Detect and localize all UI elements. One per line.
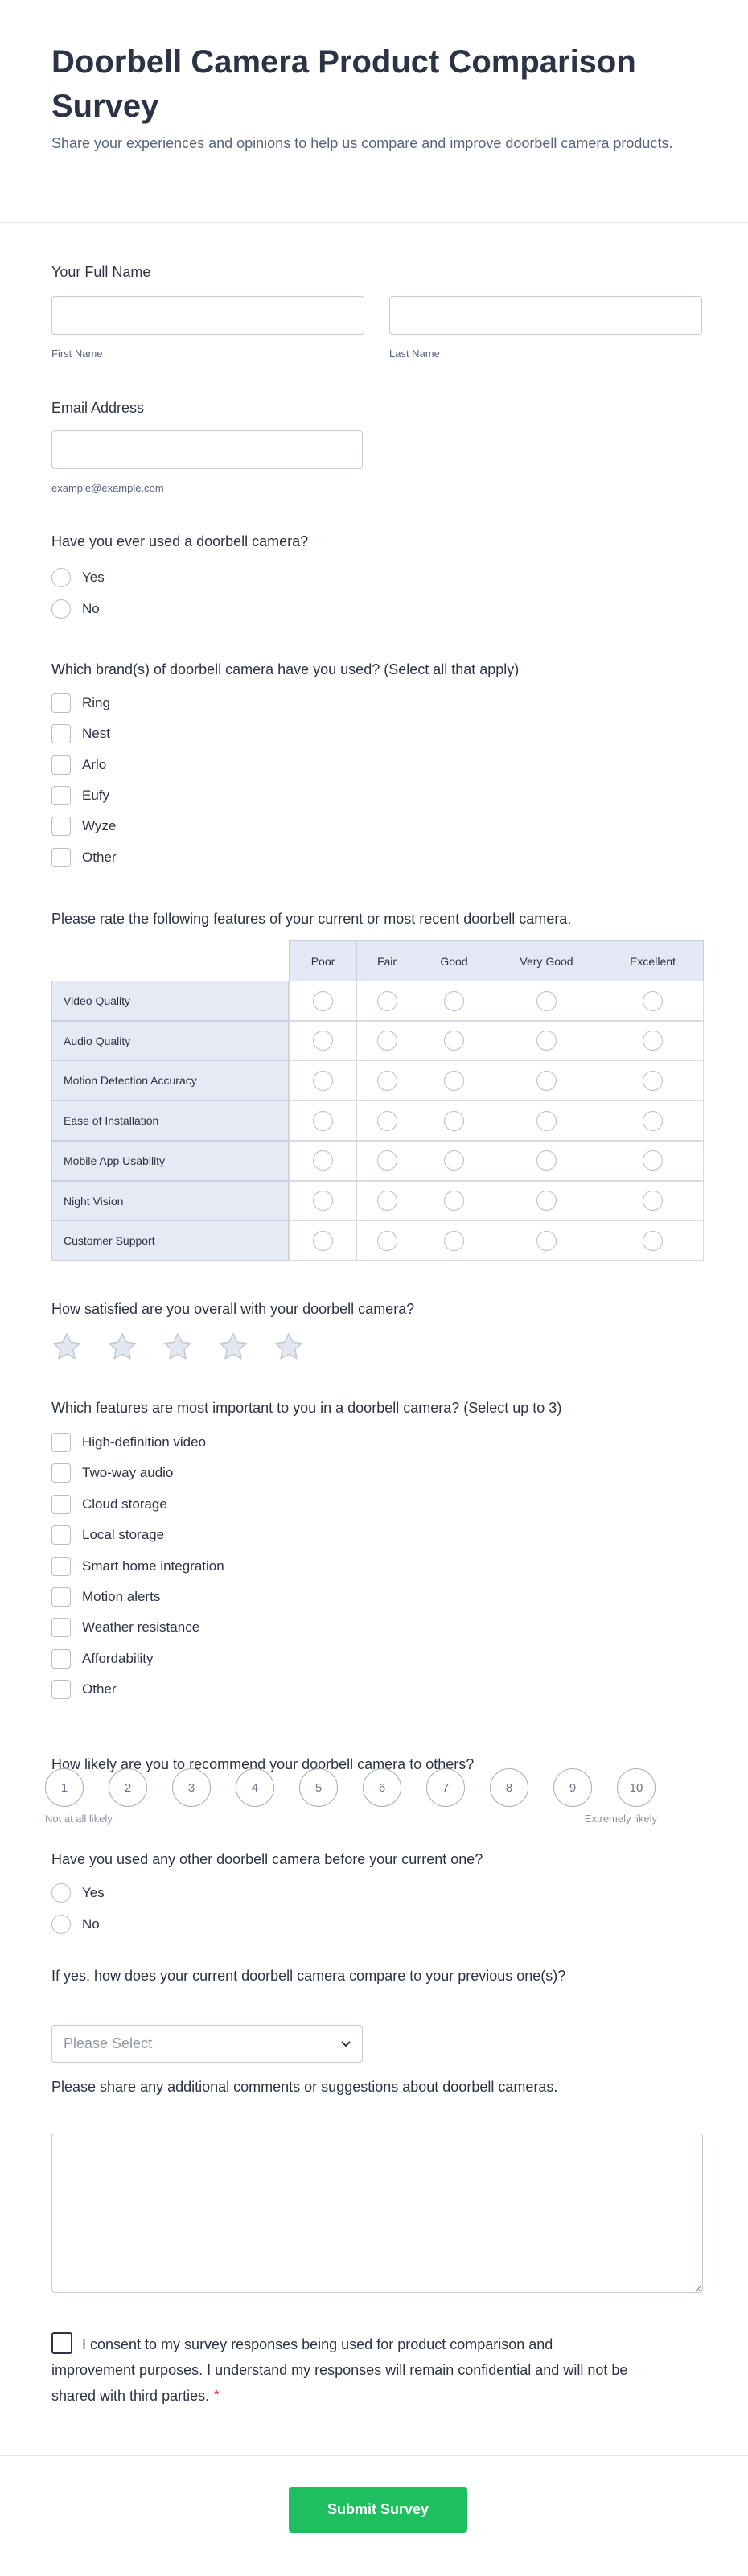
matrix-cell	[602, 1060, 704, 1101]
features-option[interactable]	[51, 1495, 167, 1514]
matrix-column-header: Poor	[289, 940, 357, 981]
checkbox[interactable]	[51, 1618, 71, 1637]
brands-option[interactable]	[51, 817, 116, 836]
radio-button[interactable]	[51, 568, 71, 587]
nps-high-label: Extremely likely	[584, 1813, 657, 1825]
matrix-row-label: Video Quality	[51, 981, 289, 1021]
email-label: Email Address	[51, 400, 145, 416]
brands-option[interactable]	[51, 724, 110, 743]
matrix-radio-button[interactable]	[377, 1071, 397, 1091]
radio-button[interactable]	[51, 1883, 71, 1903]
compare-select[interactable]	[51, 2025, 363, 2063]
matrix-cell	[491, 1220, 602, 1261]
matrix-cell	[491, 1060, 602, 1101]
matrix-radio-button[interactable]	[643, 1150, 663, 1171]
full-name-label: Your Full Name	[51, 264, 151, 280]
option-label: Smart home integration	[82, 1558, 224, 1574]
rating-matrix	[51, 940, 703, 1261]
matrix-radio-button[interactable]	[643, 1071, 663, 1091]
other-camera-option[interactable]	[51, 1915, 100, 1934]
compare-select-placeholder: Please Select	[64, 2035, 153, 2051]
first-name-sublabel: First Name	[51, 348, 103, 360]
features-option[interactable]	[51, 1649, 154, 1669]
star-rating-icon[interactable]	[162, 1331, 193, 1362]
checkbox[interactable]	[51, 1433, 71, 1452]
option-label: Affordability	[82, 1650, 154, 1666]
matrix-cell	[356, 1021, 417, 1061]
option-label: Other	[82, 849, 117, 865]
used-camera-option[interactable]	[51, 599, 100, 619]
matrix-radio-button[interactable]	[444, 1071, 464, 1091]
matrix-cell	[289, 981, 357, 1021]
matrix-column-header: Good	[417, 940, 491, 981]
matrix-row-label: Ease of Installation	[51, 1101, 289, 1141]
option-label: Yes	[82, 570, 105, 585]
checkbox[interactable]	[51, 786, 71, 805]
nps-option-5[interactable]: 5	[299, 1768, 338, 1807]
features-label: Which features are most important to you in a doorbell camera? (Select up to 3)	[51, 1400, 562, 1416]
matrix-cell	[356, 981, 417, 1021]
matrix-radio-button[interactable]	[377, 1150, 397, 1171]
checkbox[interactable]	[51, 1587, 71, 1607]
matrix-cell	[602, 981, 704, 1021]
matrix-column-header: Fair	[356, 940, 417, 981]
matrix-cell	[417, 1021, 491, 1061]
matrix-radio-button[interactable]	[313, 991, 333, 1011]
matrix-row-label: Night Vision	[51, 1181, 289, 1221]
option-label: Eufy	[82, 787, 110, 803]
radio-button[interactable]	[51, 1915, 71, 1934]
matrix-cell	[602, 1021, 704, 1061]
features-option[interactable]	[51, 1433, 206, 1452]
matrix-cell	[417, 1101, 491, 1141]
matrix-radio-button[interactable]	[536, 1231, 557, 1251]
matrix-cell	[602, 1220, 704, 1261]
star-rating-icon[interactable]	[273, 1331, 304, 1362]
matrix-radio-button[interactable]	[313, 1191, 333, 1211]
matrix-cell	[417, 1220, 491, 1261]
checkbox[interactable]	[51, 1649, 71, 1669]
nps-option-8[interactable]: 8	[490, 1768, 528, 1807]
checkbox[interactable]	[51, 1495, 71, 1514]
brands-option[interactable]	[51, 693, 110, 713]
matrix-cell	[356, 1060, 417, 1101]
checkbox[interactable]	[51, 724, 71, 743]
matrix-radio-button[interactable]	[643, 1191, 663, 1211]
consent-text: I consent to my survey responses being used for product comparison and improvement purposes. I understand my responses will remain confidential and will not be shared with third parties.	[51, 2336, 628, 2404]
option-label: Arlo	[82, 756, 107, 772]
matrix-radio-button[interactable]	[536, 1071, 557, 1091]
matrix-cell	[417, 1060, 491, 1101]
option-label: No	[82, 601, 100, 616]
matrix-cell	[356, 1220, 417, 1261]
matrix-cell	[289, 1101, 357, 1141]
matrix-row-label: Customer Support	[51, 1220, 289, 1261]
checkbox[interactable]	[51, 755, 71, 775]
option-label: Ring	[82, 695, 110, 710]
nps-option-10[interactable]: 10	[617, 1768, 656, 1807]
matrix-radio-button[interactable]	[536, 1031, 557, 1051]
other-camera-label: Have you used any other doorbell camera before your current one?	[51, 1851, 483, 1867]
nps-option-6[interactable]: 6	[363, 1768, 401, 1807]
matrix-radio-button[interactable]	[536, 991, 557, 1011]
option-label: High-definition video	[82, 1434, 207, 1450]
matrix-radio-button[interactable]	[444, 1031, 464, 1051]
used-camera-option[interactable]	[51, 568, 105, 587]
matrix-radio-button[interactable]	[313, 1111, 333, 1131]
matrix-radio-button[interactable]	[643, 1031, 663, 1051]
nps-option-7[interactable]: 7	[426, 1768, 465, 1807]
features-option[interactable]	[51, 1463, 173, 1483]
used-camera-label: Have you ever used a doorbell camera?	[51, 533, 309, 549]
comments-textarea[interactable]	[51, 2134, 703, 2293]
matrix-cell	[602, 1101, 704, 1141]
option-label: Local storage	[82, 1527, 165, 1543]
features-option[interactable]	[51, 1525, 164, 1545]
brands-option[interactable]	[51, 786, 109, 805]
checkbox[interactable]	[51, 1525, 71, 1545]
email-sublabel: example@example.com	[51, 482, 164, 494]
recommend-label: How likely are you to recommend your doorbell camera to others?	[51, 1756, 475, 1772]
matrix-cell	[356, 1101, 417, 1141]
first-name-input[interactable]	[51, 296, 364, 335]
features-option[interactable]	[51, 1587, 160, 1607]
matrix-radio-button[interactable]	[313, 1231, 333, 1251]
option-label: Other	[82, 1681, 117, 1697]
option-label: Two-way audio	[82, 1465, 174, 1481]
nps-low-label: Not at all likely	[45, 1813, 113, 1825]
matrix-radio-button[interactable]	[377, 1111, 397, 1131]
matrix-row-label: Mobile App Usability	[51, 1141, 289, 1181]
matrix-row-label: Motion Detection Accuracy	[51, 1060, 289, 1101]
matrix-cell	[356, 1181, 417, 1221]
matrix-radio-button[interactable]	[643, 1231, 663, 1251]
option-label: Cloud storage	[82, 1496, 167, 1512]
matrix-radio-button[interactable]	[643, 1111, 663, 1131]
matrix-radio-button[interactable]	[444, 1191, 464, 1211]
matrix-cell	[417, 981, 491, 1021]
last-name-input[interactable]	[389, 296, 702, 335]
submit-survey-button[interactable]: Submit Survey	[289, 2487, 467, 2533]
matrix-radio-button[interactable]	[313, 1031, 333, 1051]
checkbox[interactable]	[51, 817, 71, 836]
matrix-column-header: Excellent	[602, 940, 704, 981]
features-option[interactable]	[51, 1557, 224, 1576]
last-name-sublabel: Last Name	[389, 348, 440, 360]
matrix-cell	[289, 1141, 357, 1181]
compare-label: If yes, how does your current doorbell camera compare to your previous one(s)?	[51, 1968, 566, 1984]
matrix-cell	[356, 1141, 417, 1181]
option-label: Nest	[82, 726, 110, 742]
matrix-cell	[602, 1141, 704, 1181]
matrix-radio-button[interactable]	[643, 991, 663, 1011]
features-option[interactable]	[51, 1680, 117, 1699]
matrix-cell	[417, 1141, 491, 1181]
star-rating-icon[interactable]	[107, 1331, 138, 1362]
page-title: Doorbell Camera Product Comparison Survey	[51, 44, 636, 124]
matrix-radio-button[interactable]	[536, 1150, 557, 1171]
satisfaction-label: How satisfied are you overall with your doorbell camera?	[51, 1301, 415, 1317]
star-rating-icon[interactable]	[218, 1331, 249, 1362]
matrix-radio-button[interactable]	[444, 1231, 464, 1251]
nps-option-1[interactable]: 1	[45, 1768, 84, 1807]
matrix-radio-button[interactable]	[313, 1071, 333, 1091]
matrix-row-label: Audio Quality	[51, 1021, 289, 1061]
matrix-radio-button[interactable]	[444, 1111, 464, 1131]
option-label: Wyze	[82, 818, 117, 834]
consent-field	[51, 2331, 631, 2409]
brands-option[interactable]	[51, 755, 106, 775]
matrix-cell	[491, 1141, 602, 1181]
checkbox[interactable]	[51, 1680, 71, 1699]
checkbox[interactable]	[51, 848, 71, 867]
brands-option[interactable]	[51, 848, 117, 867]
brands-label: Which brand(s) of doorbell camera have you used? (Select all that apply)	[51, 661, 520, 677]
matrix-cell	[289, 1220, 357, 1261]
checkbox[interactable]	[51, 693, 71, 713]
star-rating-icon[interactable]	[51, 1331, 82, 1362]
matrix-cell	[602, 1181, 704, 1221]
matrix-cell	[289, 1021, 357, 1061]
matrix-column-header: Very Good	[491, 940, 602, 981]
matrix-cell	[289, 1181, 357, 1221]
option-label: Weather resistance	[82, 1619, 200, 1636]
other-camera-option[interactable]	[51, 1883, 105, 1903]
option-label: No	[82, 1916, 100, 1932]
matrix-cell	[417, 1181, 491, 1221]
consent-checkbox[interactable]	[51, 2332, 72, 2354]
matrix-radio-button[interactable]	[444, 991, 464, 1011]
nps-option-3[interactable]: 3	[172, 1768, 211, 1807]
matrix-radio-button[interactable]	[377, 1031, 397, 1051]
radio-button[interactable]	[51, 599, 71, 619]
page-subtitle: Share your experiences and opinions to help us compare and improve doorbell camera products.	[51, 135, 673, 151]
matrix-radio-button[interactable]	[536, 1191, 557, 1211]
chevron-down-icon	[341, 2041, 351, 2047]
footer-divider	[0, 2455, 748, 2456]
option-label: Yes	[82, 1885, 105, 1900]
checkbox[interactable]	[51, 1463, 71, 1483]
matrix-radio-button[interactable]	[536, 1111, 557, 1131]
required-mark: *	[214, 2389, 220, 2402]
matrix-radio-button[interactable]	[377, 991, 397, 1011]
matrix-cell	[491, 981, 602, 1021]
matrix-radio-button[interactable]	[313, 1150, 333, 1171]
matrix-cell	[289, 1060, 357, 1101]
nps-option-2[interactable]: 2	[109, 1768, 147, 1807]
features-option[interactable]	[51, 1618, 199, 1637]
rating-matrix-label: Please rate the following features of your current or most recent doorbell camera.	[51, 911, 572, 927]
comments-label: Please share any additional comments or suggestions about doorbell cameras.	[51, 2079, 558, 2095]
matrix-cell	[491, 1021, 602, 1061]
checkbox[interactable]	[51, 1557, 71, 1576]
nps-option-9[interactable]: 9	[553, 1768, 592, 1807]
option-label: Motion alerts	[82, 1589, 161, 1604]
matrix-radio-button[interactable]	[444, 1150, 464, 1171]
matrix-cell	[491, 1101, 602, 1141]
email-input[interactable]	[51, 430, 363, 469]
matrix-cell	[491, 1181, 602, 1221]
matrix-radio-button[interactable]	[377, 1191, 397, 1211]
nps-option-4[interactable]: 4	[236, 1768, 274, 1807]
header-divider	[0, 222, 748, 223]
matrix-radio-button[interactable]	[377, 1231, 397, 1251]
